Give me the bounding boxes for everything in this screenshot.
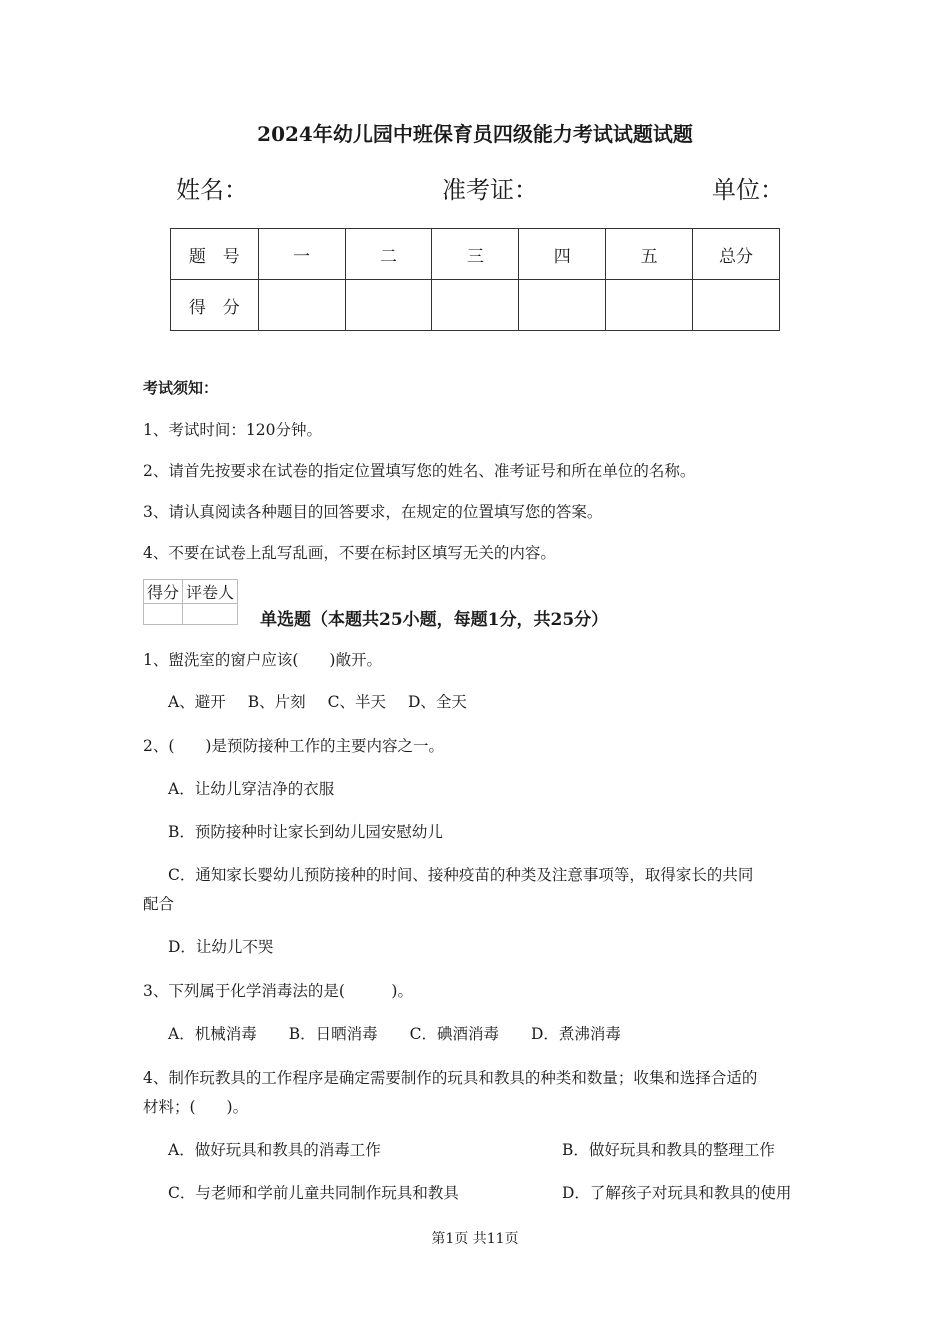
score-input-cell	[345, 280, 432, 331]
score-cell-1: 一	[258, 229, 345, 280]
score-input-cell	[519, 280, 606, 331]
score-table-score-row	[171, 280, 780, 331]
question-2-stem: 2、( )是预防接种工作的主要内容之一。	[143, 737, 444, 755]
score-row-label: 得 分	[171, 280, 259, 331]
score-cell-label: 题 号	[171, 229, 259, 280]
grader-reviewer-cell	[183, 604, 238, 625]
question-2-option-d: D．让幼儿不哭	[168, 938, 274, 956]
score-table-header-row	[171, 229, 780, 280]
section-title: 单选题（本题共25小题，每题1分，共25分）	[260, 610, 609, 630]
question-1-stem: 1、盥洗室的窗户应该( )敞开。	[143, 651, 382, 669]
grader-score-cell	[144, 604, 183, 625]
score-cell-total: 总分	[693, 229, 780, 280]
question-4-option-c: C．与老师和学前儿童共同制作玩具和教具	[168, 1184, 459, 1202]
score-cell-2: 二	[345, 229, 432, 280]
score-input-cell	[606, 280, 693, 331]
score-input-cell	[432, 280, 519, 331]
notice-item: 4、不要在试卷上乱写乱画，不要在标封区填写无关的内容。	[143, 544, 556, 562]
question-2-option-a: A．让幼儿穿洁净的衣服	[168, 780, 335, 798]
score-input-cell	[258, 280, 345, 331]
question-4-option-a: A．做好玩具和教具的消毒工作	[168, 1141, 381, 1159]
question-3-stem: 3、下列属于化学消毒法的是( )。	[143, 982, 413, 1000]
option-d: D．煮沸消毒	[530, 1025, 621, 1043]
score-table	[170, 228, 780, 331]
question-2-option-c: C．通知家长婴幼儿预防接种的时间、接种疫苗的种类及注意事项等，取得家长的共同	[168, 866, 754, 884]
notice-heading: 考试须知：	[143, 379, 219, 397]
score-cell-3: 三	[432, 229, 519, 280]
question-4-stem: 4、制作玩教具的工作程序是确定需要制作的玩具和教具的种类和数量；收集和选择合适的	[143, 1069, 758, 1087]
score-input-cell	[693, 280, 780, 331]
unit-label: 单位：	[712, 176, 784, 204]
question-2-option-b: B．预防接种时让家长到幼儿园安慰幼儿	[168, 823, 443, 841]
notice-item: 1、考试时间：120分钟。	[143, 421, 322, 439]
page-footer: 第1页 共11页	[431, 1231, 519, 1247]
option-b: B．日晒消毒	[288, 1025, 378, 1043]
option-a: A．机械消毒	[168, 1025, 257, 1043]
option-d: D、全天	[407, 693, 467, 711]
score-cell-4: 四	[519, 229, 606, 280]
grader-reviewer-label: 评卷人	[183, 580, 238, 604]
option-c: C、半天	[327, 693, 386, 711]
question-1-options	[168, 690, 467, 712]
score-cell-5: 五	[606, 229, 693, 280]
notice-item: 3、请认真阅读各种题目的回答要求，在规定的位置填写您的答案。	[143, 503, 603, 521]
exam-id-label: 准考证：	[442, 176, 538, 204]
option-c: C．碘酒消毒	[409, 1025, 499, 1043]
page-title: 2024年幼儿园中班保育员四级能力考试试题试题	[257, 122, 693, 146]
question-2-option-c-cont: 配合	[143, 895, 175, 913]
name-label: 姓名：	[176, 176, 248, 204]
question-4-stem-cont: 材料；( )。	[143, 1098, 249, 1116]
option-b: B、片刻	[247, 693, 306, 711]
grader-score-label: 得分	[144, 580, 183, 604]
grader-box	[143, 579, 238, 625]
notice-item: 2、请首先按要求在试卷的指定位置填写您的姓名、准考证号和所在单位的名称。	[143, 462, 696, 480]
question-3-options	[168, 1022, 621, 1044]
option-a: A、避开	[168, 693, 226, 711]
question-4-option-d: D．了解孩子对玩具和教具的使用	[562, 1184, 792, 1202]
question-4-option-b: B．做好玩具和教具的整理工作	[562, 1141, 775, 1159]
